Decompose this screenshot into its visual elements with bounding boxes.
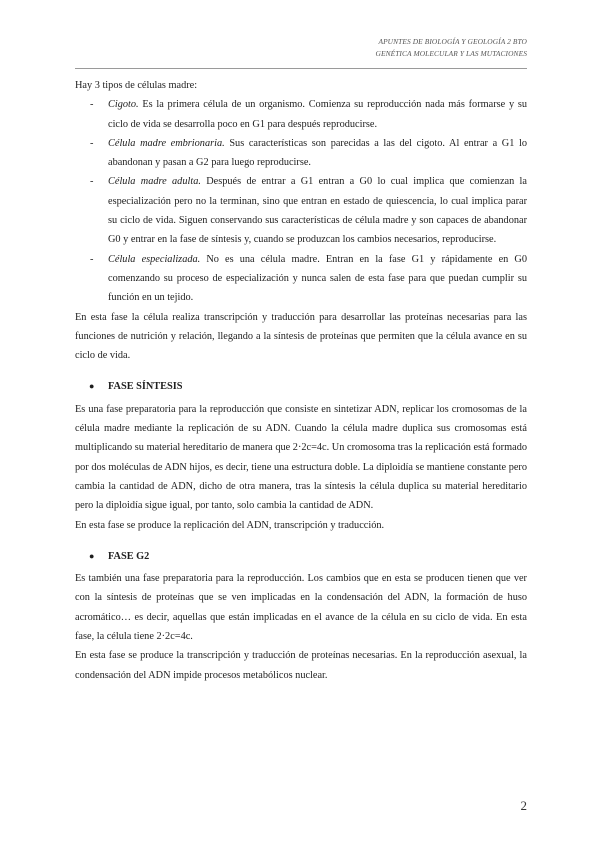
g1-closing-paragraph: En esta fase la célula realiza transcripción y traducción para desarrollar las proteínas necesarias para las funciones de nutrición y relación, llegando a la síntesis de proteínas que permiten que la célula avance en su ciclo de vida. [75, 311, 527, 362]
list-item-text: Es la primera célula de un organismo. Comienza su reproducción nada más formarse y su ciclo de vida se desarrolla poco en G1 para después reproducirse. [108, 99, 527, 130]
sintesis-paragraph-2: En esta fase se produce la replicación del ADN, transcripción y traducción. [75, 519, 385, 531]
header-topic: GENÉTICA MOLECULAR Y LAS MUTACIONES [375, 49, 527, 58]
list-item [75, 172, 527, 249]
list-dash: - [90, 99, 94, 111]
term-celula-madre-embrionaria: Célula madre embrionaria. [108, 137, 225, 149]
cell-types-list [75, 95, 527, 307]
term-celula-madre-adulta: Célula madre adulta. [108, 176, 201, 188]
sintesis-paragraph-1: Es una fase preparatoria para la reproducción que consiste en sintetizar ADN, replicar los cromosomas de la célula madre mediante la replicación de su ADN. Cuando la célula madre duplica sus cromosomas está multiplicando su material hereditario de manera que 2·2c=4c. Un cromosoma tras la replicación está formado por dos moléculas de ADN hijos, es decir, tiene una estructura doble. La diploidía se mantiene constante pero cambia la cantidad de ADN, dicho de otra manera, tras la síntesis la célula duplica su material hereditario pero la diploidía sigue igual, por tanto, solo cambia la cantidad de ADN. [75, 403, 527, 512]
bullet-icon: ● [89, 381, 95, 392]
header-subject: APUNTES DE BIOLOGÍA Y GEOLOGÍA 2 BTO [378, 37, 527, 46]
section-title: FASE SÍNTESIS [108, 381, 183, 393]
g2-paragraph-2: En esta fase se produce la transcripción y traducción de proteínas necesarias. En la reproducción asexual, la condensación del ADN impide procesos metabólicos nuclear. [75, 650, 527, 681]
list-dash: - [90, 176, 94, 188]
section-heading-sintesis [75, 377, 527, 396]
list-dash: - [90, 253, 94, 265]
list-item-text: Después de entrar a G1 entran a G0 lo cual implica que comienzan la especialización pero no la terminan, sino que entran en estado de quiescencia, lo cual implica parar su ciclo de vida. Siguen conservando sus características de célula madre y son capaces de abandonar G0 y entrar en la fase de síntesis y, cuando se produzcan los cambios necesarios, reproducirse. [108, 176, 527, 246]
header-rule [75, 68, 527, 69]
list-item-text: No es una célula madre. Entran en la fase G1 y rápidamente en G0 comenzando su proceso de especialización y nunca salen de esta fase para que puedan cumplir su función en un tejido. [108, 253, 528, 304]
intro-text: Hay 3 tipos de células madre: [75, 80, 198, 91]
list-item [75, 250, 527, 308]
main-content [75, 76, 527, 685]
list-item-text: Sus características son parecidas a las del cigoto. Al entrar a G1 lo abandonan y pasan a G2 para luego reproducirse. [108, 137, 527, 169]
running-header [376, 36, 527, 60]
term-cigoto: Cigoto. [108, 99, 139, 111]
page-number: 2 [520, 798, 527, 813]
section-heading-g2 [75, 547, 527, 566]
list-item [75, 134, 527, 173]
bullet-icon: ● [89, 550, 95, 561]
term-celula-especializada: Célula especializada. [108, 253, 201, 265]
section-title: FASE G2 [108, 550, 150, 562]
g2-paragraph-1: Es también una fase preparatoria para la reproducción. Los cambios que en esta se producen tienen que ver con la síntesis de proteínas que se ven implicadas en la condensación del ADN, la formación de huso acromático… es decir, aquellas que están implicadas en el avance de la célula en su ciclo de vida. En esta fase, la célula tiene 2·2c=4c. [75, 573, 527, 643]
list-dash: - [90, 137, 94, 149]
list-item [75, 95, 527, 134]
